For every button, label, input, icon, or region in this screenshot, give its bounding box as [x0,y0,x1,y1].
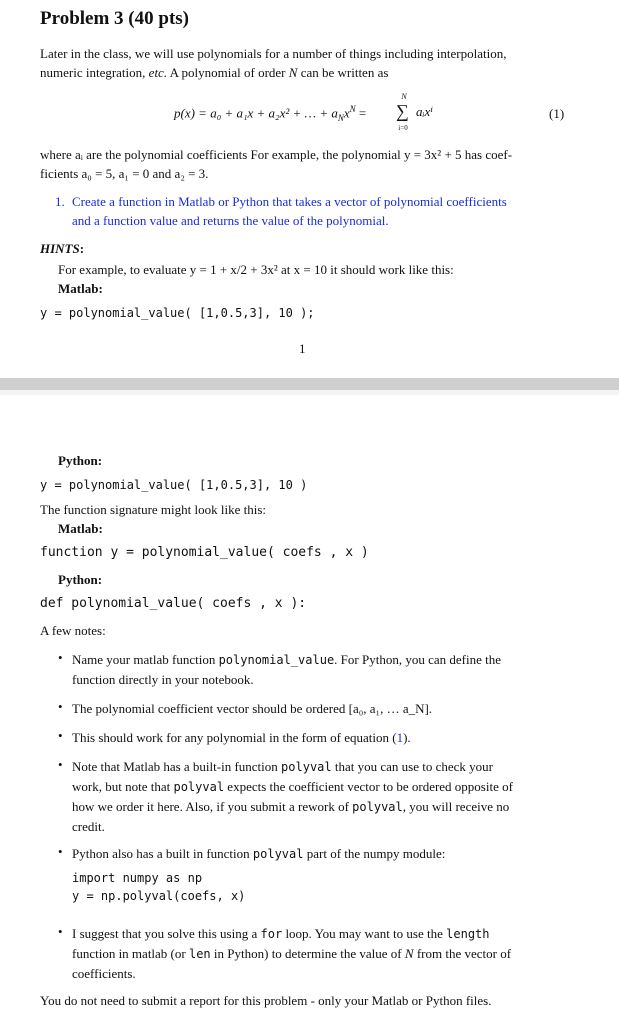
sum-symbol: ∑ [396,101,409,121]
polynomial-equation: p(x) = a₀ + a₁x + a₂x² + … + $a_Nx^N$ = [174,104,367,123]
task-number: 1. [55,194,65,209]
intro-paragraph [40,44,600,82]
task-line-1: Create a function in Matlab or Python that takes a vector of polynomial coefficients [72,194,507,209]
note-1-line-1: Name your matlab function polynomial_value. For Python, you can define the [72,652,501,667]
note-6-line-1: I suggest that you solve this using a for loop. You may want to use the length [72,926,490,941]
sum-upper-limit: N [401,92,407,101]
sum-term: aᵢxⁱ [416,104,433,119]
sum-lower-limit: i=0 [398,124,408,132]
page-gap [0,390,619,395]
python-example-code: y = polynomial_value( [1,0.5,3], 10 ) [40,478,308,492]
bullet-icon: • [58,757,63,772]
note-4-line-3: how we order it here. Also, if you submit a rework of polyval, you will receive no [72,799,510,814]
footer-note: You do not need to submit a report for this problem - only your Matlab or Python files. [40,993,492,1008]
note-6-line-2: function in matlab (or len in Python) to determine the value of N from the vector of [72,946,512,961]
note-1 [72,650,572,689]
numpy-import-code: import numpy as np [72,871,203,885]
intro-line-1: Later in the class, we will use polynomials for a number of things including interpolation, [40,46,507,61]
note-2: The polynomial coefficient vector should be ordered [a₀, a₁, … a_N]. [72,701,433,716]
equation-number: (1) [549,106,565,121]
python-label: Python: [58,453,103,468]
where-line-1: where aᵢ are the polynomial coefficients For example, the polynomial y = 3x² + 5 has coef- [40,147,513,162]
bullet-icon: • [58,650,63,665]
bullet-icon: • [58,924,63,939]
note-4-line-1: Note that Matlab has a built-in function polyval that you can use to check your [72,759,493,774]
signature-intro: The function signature might look like this: [40,502,267,517]
where-paragraph [40,145,600,183]
signature-python-label: Python: [58,572,103,587]
note-6-line-3: coefficients. [72,966,136,981]
note-5-line-1: Python also has a built in function polyval part of the numpy module: [72,846,446,861]
note-4-line-4: credit. [72,819,105,834]
hints-example: For example, to evaluate y = 1 + x/2 + 3x² at x = 10 it should work like this: [58,262,454,277]
note-4 [72,757,572,836]
signature-matlab-code: function y = polynomial_value( coefs , x ) [40,545,369,560]
task-line-2: and a function value and returns the value of the polynomial. [72,213,389,228]
matlab-label: Matlab: [58,281,103,296]
bullet-icon: • [58,728,63,743]
note-3: This should work for any polynomial in the form of equation (1). [72,730,411,745]
notes-heading: A few notes: [40,623,106,638]
where-line-2: ficients a₀ = 5, a₁ = 0 and a₂ = 3. [40,166,209,181]
hints-heading: HINTS: [40,241,85,256]
page-divider [0,378,619,390]
intro-line-2: numeric integration, etc. A polynomial of order N can be written as [40,65,389,80]
matlab-example-code: y = polynomial_value( [1,0.5,3], 10 ); [40,306,315,320]
signature-matlab-label: Matlab: [58,521,103,536]
bullet-icon: • [58,844,63,859]
task-text [72,192,592,230]
equation-reference-link[interactable]: 1 [396,730,404,745]
note-1-line-2: function directly in your notebook. [72,672,254,687]
page-number: 1 [299,341,306,356]
bullet-icon: • [58,699,63,714]
problem-title: Problem 3 (40 pts) [40,8,189,29]
signature-python-code: def polynomial_value( coefs , x ): [40,596,307,611]
note-5 [72,844,572,864]
numpy-polyval-code: y = np.polyval(coefs, x) [72,889,246,903]
note-6 [72,924,572,983]
note-4-line-2: work, but note that polyval expects the coefficient vector to be ordered opposite of [72,779,513,794]
